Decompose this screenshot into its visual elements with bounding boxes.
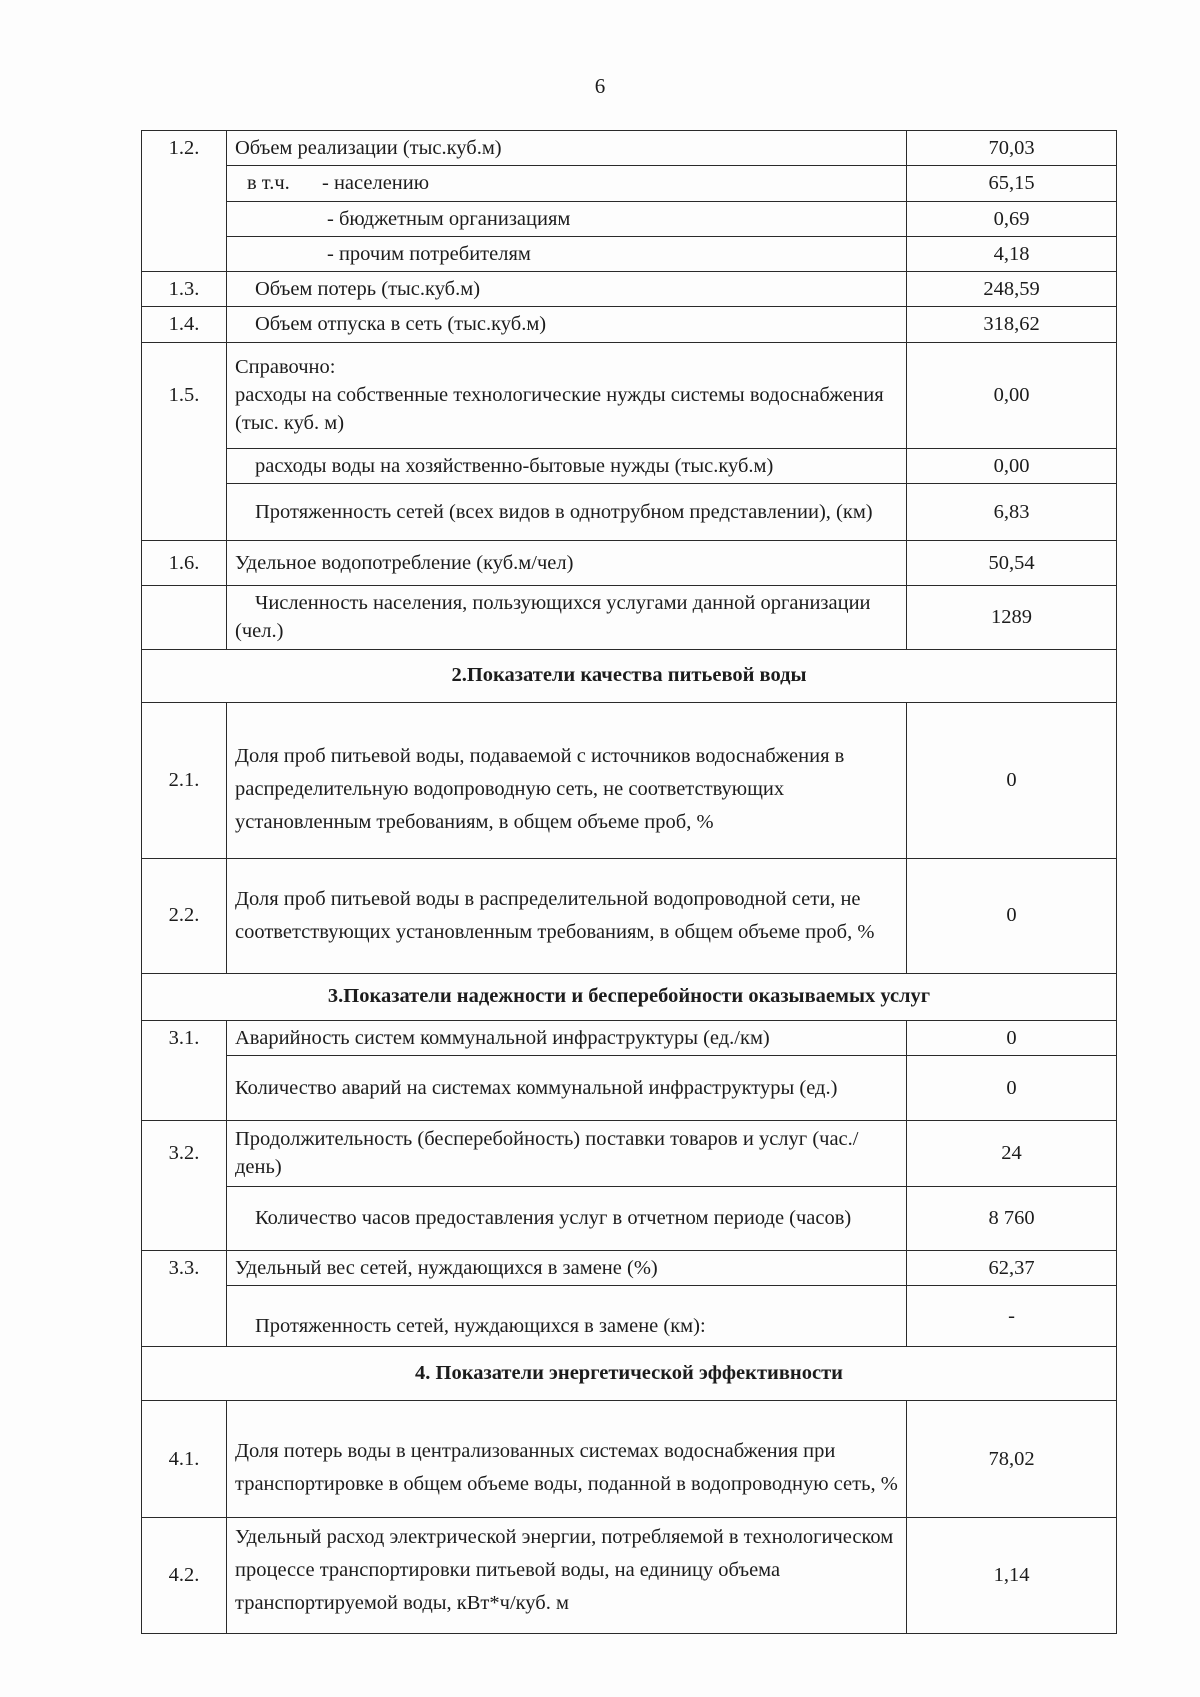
- row-value: 24: [907, 1120, 1117, 1186]
- row-value: 1,14: [907, 1518, 1117, 1634]
- row-description: Удельный вес сетей, нуждающихся в замене (%): [227, 1250, 907, 1285]
- section-header-row: [142, 1347, 1117, 1401]
- row-value: 8 760: [907, 1186, 1117, 1250]
- row-number: 2.2.: [142, 858, 227, 973]
- row-number: 3.3.: [142, 1250, 227, 1285]
- table-row: [142, 1401, 1117, 1518]
- section-header-row: [142, 973, 1117, 1020]
- table-row: [142, 272, 1117, 307]
- table-row: [142, 702, 1117, 858]
- section-header-row: [142, 649, 1117, 702]
- table-row: [142, 585, 1117, 649]
- row-description: в т.ч. - населению: [227, 166, 907, 201]
- row-number: 1.3.: [142, 272, 227, 307]
- table-row: [142, 307, 1117, 342]
- row-value: 0: [907, 1020, 1117, 1055]
- row-value: 62,37: [907, 1250, 1117, 1285]
- row-value: 0,69: [907, 201, 1117, 236]
- row-description: Аварийность систем коммунальной инфраструктуры (ед./км): [227, 1020, 907, 1055]
- row-number: 3.2.: [142, 1120, 227, 1186]
- row-value: 248,59: [907, 272, 1117, 307]
- row-number: 1.2.: [142, 131, 227, 166]
- row-value: 0: [907, 702, 1117, 858]
- row-description: Удельный расход электрической энергии, потребляемой в технологическом процессе транспортировки питьевой воды, на единицу объема транспортируемой воды, кВт*ч/куб. м: [227, 1518, 907, 1634]
- row-description: - бюджетным организациям: [227, 201, 907, 236]
- row-value: 0,00: [907, 342, 1117, 448]
- table-row: [142, 342, 1117, 448]
- row-value: 0,00: [907, 448, 1117, 483]
- table-row: [142, 540, 1117, 585]
- table-row: [142, 1186, 1117, 1250]
- row-number: 2.1.: [142, 702, 227, 858]
- row-text: расходы на собственные технологические нужды системы водоснабжения (тыс. куб. м): [235, 384, 884, 435]
- table-row: [142, 1020, 1117, 1055]
- row-description: Доля проб питьевой воды, подаваемой с источников водоснабжения в распределительную водопроводную сеть, не соответствующих установленным требованиям, в общем объеме проб, %: [227, 702, 907, 858]
- row-value: -: [907, 1286, 1117, 1347]
- row-title: Справочно:: [235, 355, 336, 378]
- table-row: [142, 1055, 1117, 1120]
- table-row: [142, 166, 1117, 201]
- row-description: Протяженность сетей, нуждающихся в замене (км):: [227, 1286, 907, 1347]
- row-value: 65,15: [907, 166, 1117, 201]
- row-description: Численность населения, пользующихся услугами данной организации (чел.): [227, 585, 907, 649]
- section-title: 2.Показатели качества питьевой воды: [142, 649, 1117, 702]
- row-description: Количество часов предоставления услуг в отчетном периоде (часов): [227, 1186, 907, 1250]
- row-description: расходы воды на хозяйственно-бытовые нужды (тыс.куб.м): [227, 448, 907, 483]
- table-row: [142, 1286, 1117, 1347]
- row-value: 78,02: [907, 1401, 1117, 1518]
- row-value: 50,54: [907, 540, 1117, 585]
- row-number: 1.6.: [142, 540, 227, 585]
- section-title: 4. Показатели энергетической эффективности: [142, 1347, 1117, 1401]
- table-row: [142, 1120, 1117, 1186]
- row-number: 3.1.: [142, 1020, 227, 1055]
- row-description: - прочим потребителям: [227, 236, 907, 271]
- row-description: Доля проб питьевой воды в распределительной водопроводной сети, не соответствующих установленным требованиям, в общем объеме проб, %: [227, 858, 907, 973]
- row-description: Количество аварий на системах коммунальной инфраструктуры (ед.): [227, 1055, 907, 1120]
- row-description: Объем отпуска в сеть (тыс.куб.м): [227, 307, 907, 342]
- row-value: 318,62: [907, 307, 1117, 342]
- row-description: Объем потерь (тыс.куб.м): [227, 272, 907, 307]
- table-row: [142, 483, 1117, 540]
- row-value: 70,03: [907, 131, 1117, 166]
- section-title: 3.Показатели надежности и бесперебойности оказываемых услуг: [142, 973, 1117, 1020]
- row-value: 4,18: [907, 236, 1117, 271]
- page-number: 6: [594, 74, 606, 98]
- row-description: Протяженность сетей (всех видов в однотрубном представлении), (км): [227, 483, 907, 540]
- table-row: [142, 448, 1117, 483]
- indicators-table: [141, 130, 1117, 1634]
- row-number: 4.2.: [142, 1518, 227, 1634]
- row-number: 4.1.: [142, 1401, 227, 1518]
- row-number: 1.5.: [142, 342, 227, 448]
- row-value: 0: [907, 858, 1117, 973]
- row-description: Объем реализации (тыс.куб.м): [227, 131, 907, 166]
- row-prefix: в т.ч.: [247, 172, 290, 195]
- table-row: [142, 131, 1117, 166]
- row-value: 6,83: [907, 483, 1117, 540]
- row-value: 1289: [907, 585, 1117, 649]
- table-row: [142, 236, 1117, 271]
- table-row: [142, 1250, 1117, 1285]
- row-description: Удельное водопотребление (куб.м/чел): [227, 540, 907, 585]
- table-row: [142, 201, 1117, 236]
- row-description: Продолжительность (бесперебойность) поставки товаров и услуг (час./день): [227, 1120, 907, 1186]
- table-row: [142, 1518, 1117, 1634]
- row-number: 1.4.: [142, 307, 227, 342]
- row-description: Доля потерь воды в централизованных системах водоснабжения при транспортировке в общем объеме воды, поданной в водопроводную сеть, %: [227, 1401, 907, 1518]
- row-description: [227, 342, 907, 448]
- row-value: 0: [907, 1055, 1117, 1120]
- table-row: [142, 858, 1117, 973]
